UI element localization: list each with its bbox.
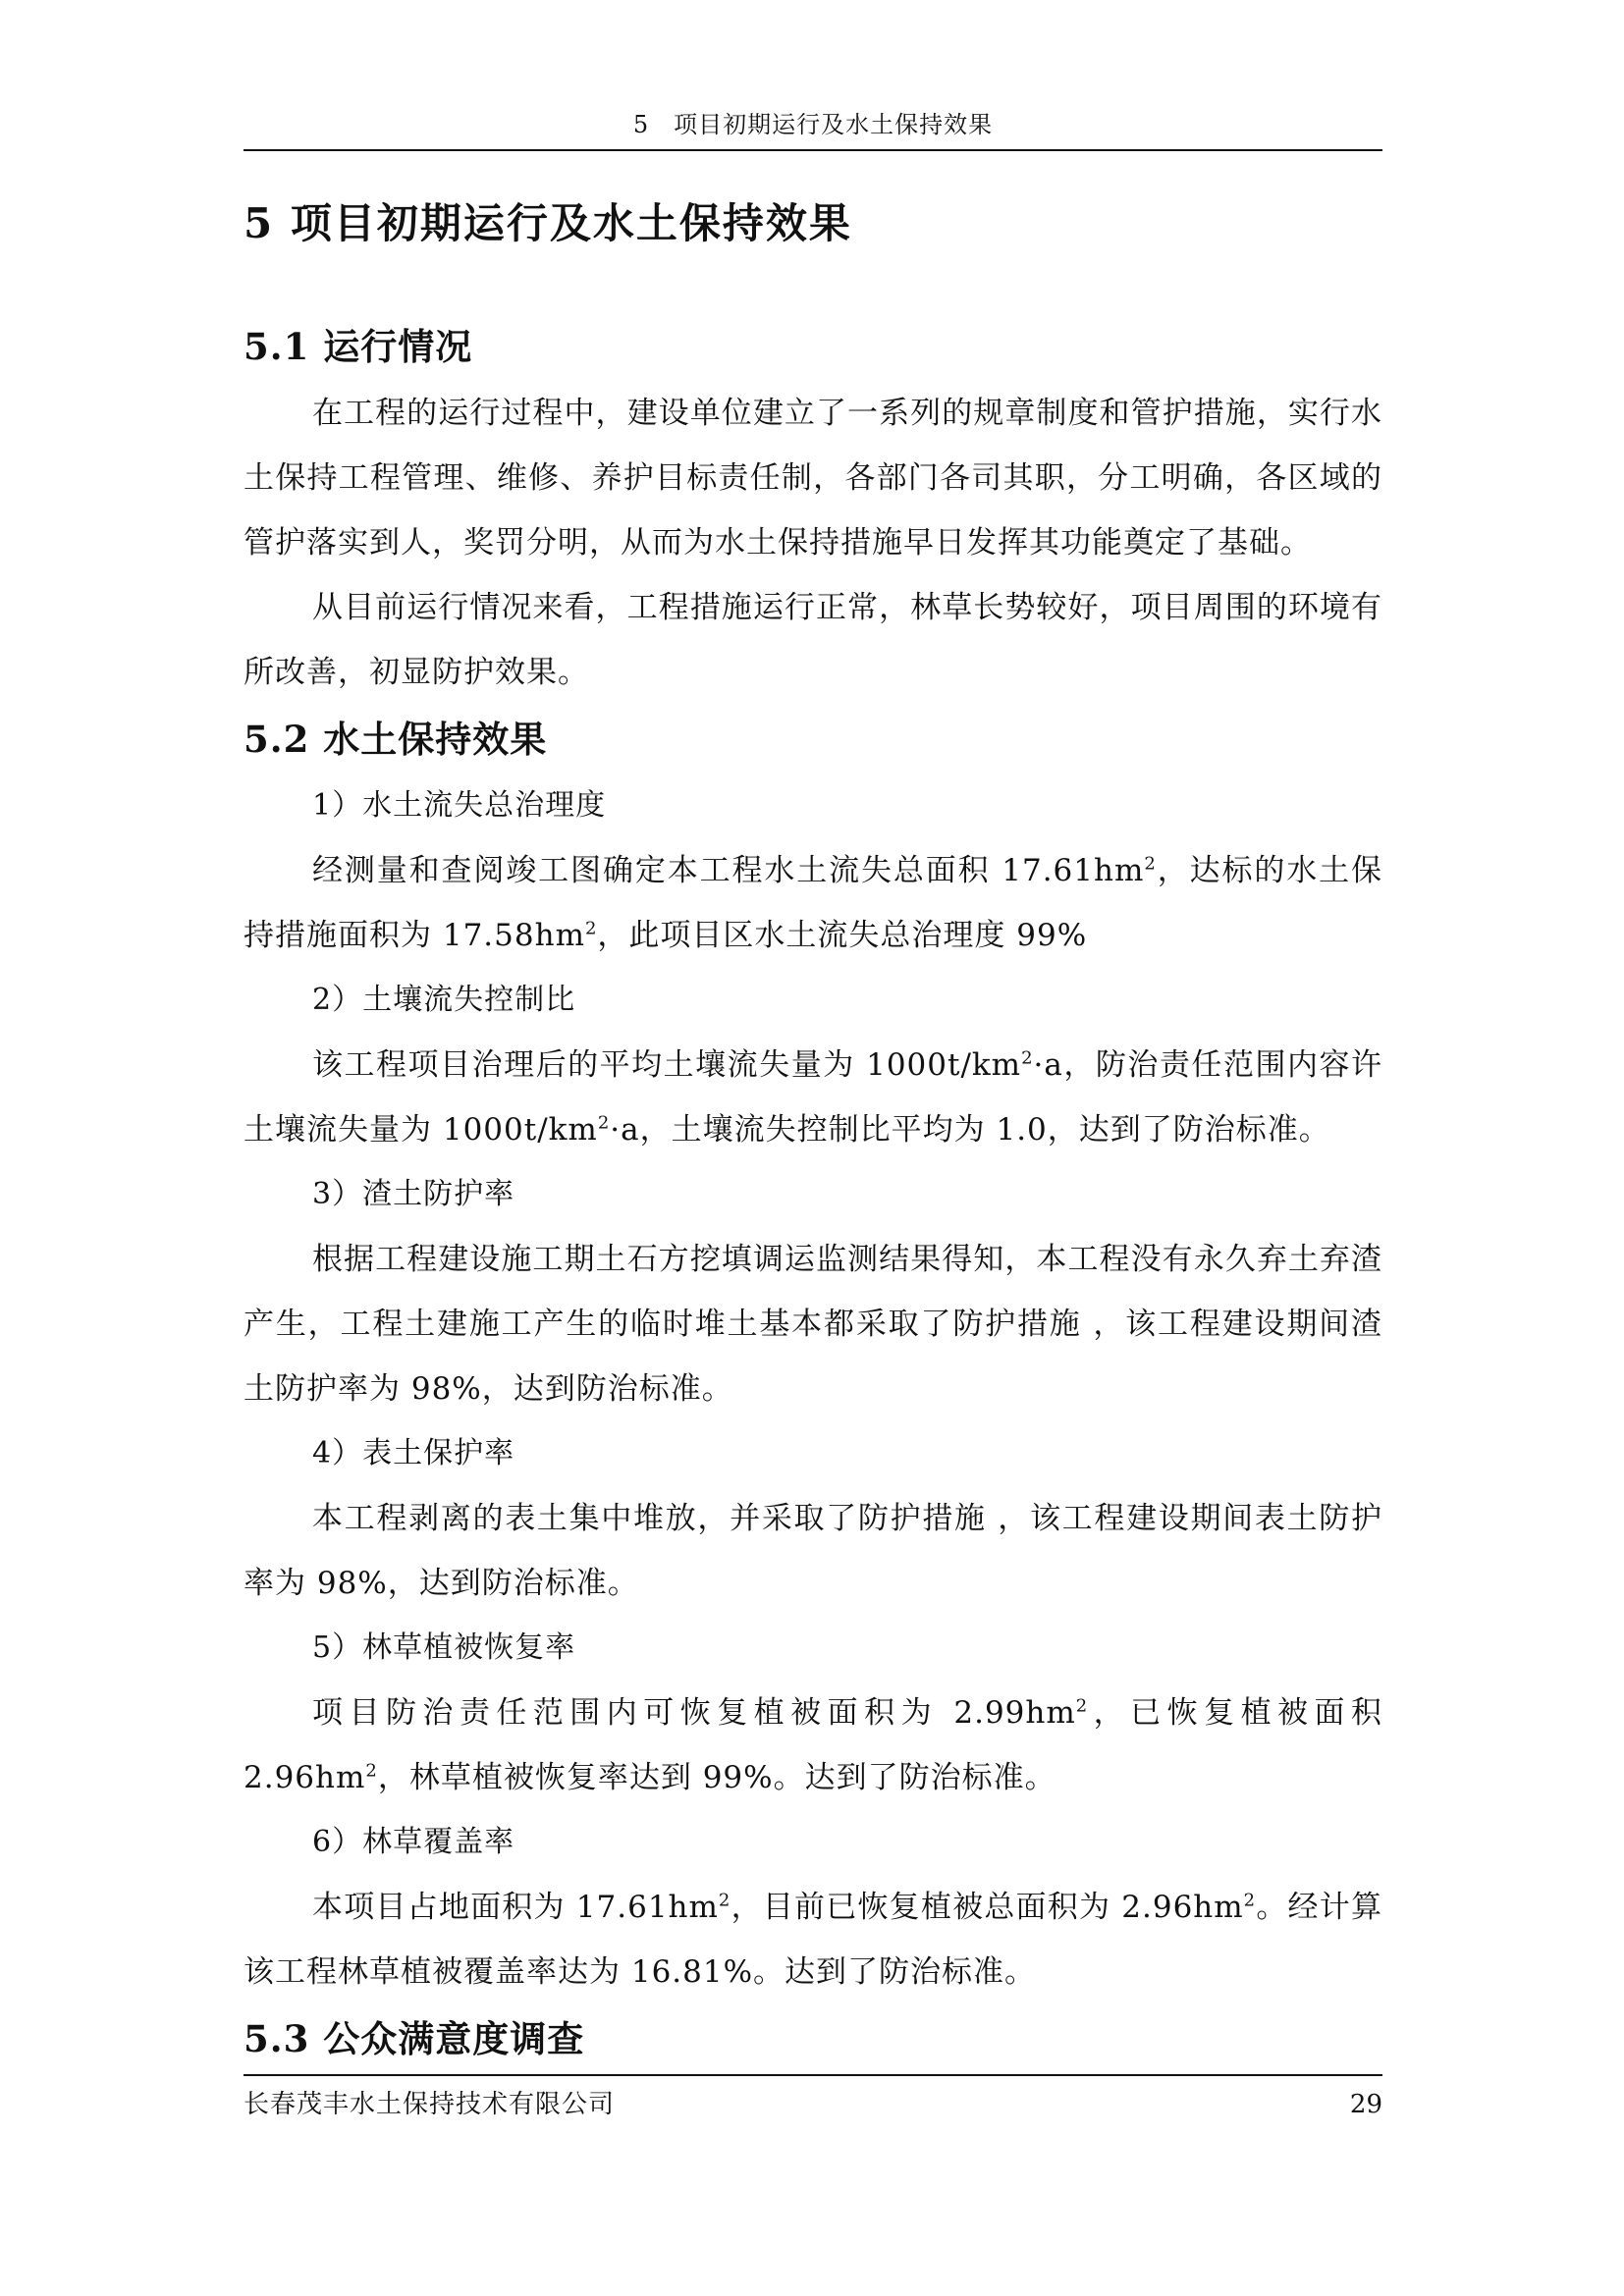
text-run: 本项目占地面积为 17.61hm (312, 1890, 719, 1925)
page-number: 29 (1349, 2090, 1382, 2119)
header-divider (244, 149, 1382, 151)
superscript: 2 (1075, 1695, 1089, 1717)
item-heading: 6）林草覆盖率 (312, 1825, 515, 1859)
paragraph: 在工程的运行过程中，建设单位建立了一系列的规章制度和管护措施，实行水土保持工程管理、维修、养护目标责任制，各部门各司其职，分工明确，各区域的管护落实到人，奖罚分明，从而为水土保持措施早日发挥其功能奠定了基础。 (244, 396, 1382, 561)
superscript: 2 (1021, 1047, 1034, 1069)
text-run: ，已恢复植被面积 2.96hm (244, 1695, 1382, 1795)
chapter-title: 5 项目初期运行及水土保持效果 (244, 199, 852, 247)
section-title-5-1: 5.1 运行情况 (244, 325, 473, 368)
superscript: 2 (597, 1112, 611, 1134)
text-run: ，目前已恢复植被总面积为 2.96hm (731, 1890, 1244, 1925)
paragraph: 根据工程建设施工期土石方挖填调运监测结果得知，本工程没有永久弃土弃渣产生，工程土建施工产生的临时堆土基本都采取了防护措施 ，该工程建设期间渣土防护率为 98%，达到防治标准。 (244, 1242, 1382, 1407)
footer-divider (244, 2074, 1382, 2076)
text-run: 经测量和查阅竣工图确定本工程水土流失总面积 17.61hm (312, 853, 1145, 888)
paragraph (244, 1681, 1382, 1810)
running-header: 5 项目初期运行及水土保持效果 (632, 111, 994, 138)
text-run: ·a，土壤流失控制比平均为 1.0，达到了防治标准。 (610, 1112, 1330, 1148)
superscript: 2 (584, 918, 598, 939)
item-heading: 1）水土流失总治理度 (312, 788, 607, 823)
superscript: 2 (1243, 1890, 1257, 1911)
paragraph: 从目前运行情况来看，工程措施运行正常，林草长势较好，项目周围的环境有所改善，初显防护效果。 (244, 590, 1382, 690)
text-run: 项目防治责任范围内可恢复植被面积为 2.99hm (312, 1695, 1076, 1731)
text-run: ，林草植被恢复率达到 99%。达到了防治标准。 (377, 1760, 1056, 1795)
superscript: 2 (1144, 853, 1157, 875)
item-heading: 3）渣土防护率 (312, 1177, 515, 1211)
section-title-5-3: 5.3 公众满意度调查 (244, 2017, 585, 2060)
text-run: ·a，防治责任范围内容许土壤流失量为 1000t/km (244, 1047, 1383, 1148)
footer-company-name: 长春茂丰水土保持技术有限公司 (244, 2090, 616, 2119)
text-run: ，此项目区水土流失总治理度 99% (597, 918, 1088, 953)
superscript: 2 (718, 1890, 731, 1911)
paragraph: 本工程剥离的表土集中堆放，并采取了防护措施 ，该工程建设期间表土防护率为 98%，达到防治标准。 (244, 1501, 1382, 1601)
text-run: 。经计算该工程林草植被覆盖率达为 16.81%。达到了防治标准。 (244, 1890, 1382, 1990)
page-content (244, 183, 1382, 2073)
section-title-5-2: 5.2 水土保持效果 (244, 718, 548, 761)
paragraph (244, 838, 1382, 968)
paragraph (244, 1033, 1382, 1162)
text-run: 该工程项目治理后的平均土壤流失量为 1000t/km (312, 1047, 1022, 1083)
item-heading: 4）表土保护率 (312, 1436, 515, 1470)
item-heading: 2）土壤流失控制比 (312, 983, 576, 1017)
item-heading: 5）林草植被恢复率 (312, 1630, 576, 1665)
text-run: ，达标的水土保持措施面积为 17.58hm (244, 853, 1383, 953)
superscript: 2 (365, 1760, 378, 1782)
paragraph (244, 1875, 1382, 2004)
